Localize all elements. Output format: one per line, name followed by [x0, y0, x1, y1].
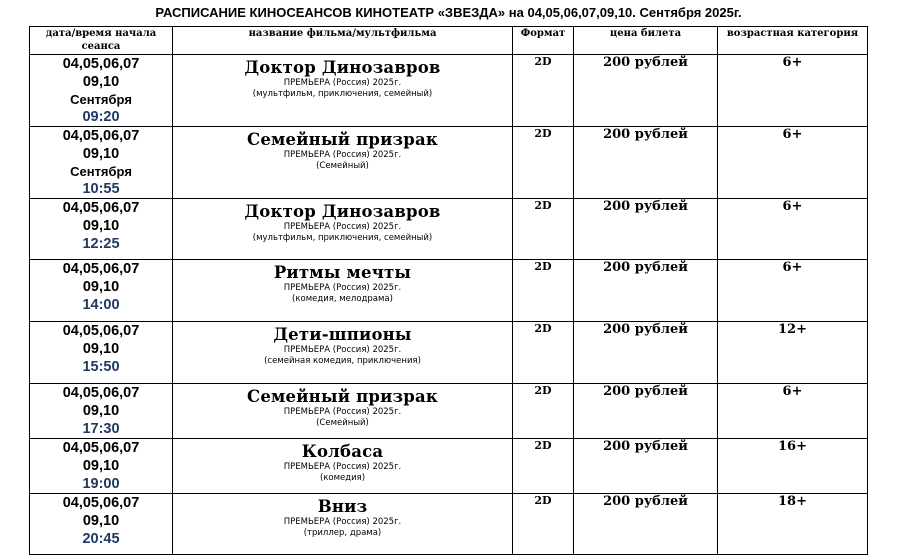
film-cell	[173, 494, 513, 555]
film-cell	[173, 55, 513, 127]
film-genre: (Семейный)	[316, 161, 369, 171]
session-date-cell	[30, 55, 173, 127]
ticket-price: 200 рублей	[574, 384, 718, 439]
session-days-2: 09,10	[82, 403, 120, 419]
session-date-cell	[30, 127, 173, 199]
film-genre: (комедия, мелодрама)	[292, 294, 393, 304]
session-date-cell	[30, 199, 173, 260]
table-row	[30, 127, 868, 199]
ticket-price: 200 рублей	[574, 199, 718, 260]
session-time: 12:25	[82, 236, 120, 252]
film-format: 2D	[513, 260, 574, 322]
ticket-price: 200 рублей	[574, 260, 718, 322]
film-cell	[173, 322, 513, 384]
age-rating: 18+	[718, 494, 868, 555]
film-title: Семейный призрак	[246, 130, 439, 149]
film-genre: (мультфильм, приключения, семейный)	[252, 89, 433, 99]
session-date-cell	[30, 322, 173, 384]
session-days: 04,05,06,07	[62, 128, 140, 144]
table-row	[30, 260, 868, 322]
film-format: 2D	[513, 199, 574, 260]
session-days: 04,05,06,07	[62, 385, 140, 401]
session-date-cell	[30, 494, 173, 555]
film-title: Семейный призрак	[246, 387, 439, 406]
film-title: Вниз	[317, 497, 368, 516]
session-time: 17:30	[82, 421, 120, 437]
table-row	[30, 199, 868, 260]
film-genre: (мультфильм, приключения, семейный)	[252, 233, 433, 243]
session-days-2: 09,10	[82, 341, 120, 357]
session-days: 04,05,06,07	[62, 56, 140, 72]
film-premiere: ПРЕМЬЕРА (Россия) 2025г.	[283, 462, 402, 472]
age-rating: 6+	[718, 260, 868, 322]
film-cell	[173, 439, 513, 494]
table-row	[30, 384, 868, 439]
ticket-price: 200 рублей	[574, 55, 718, 127]
session-days-2: 09,10	[82, 218, 120, 234]
session-days-2: 09,10	[82, 458, 120, 474]
page-title: РАСПИСАНИЕ КИНОСЕАНСОВ КИНОТЕАТР «ЗВЕЗДА» на 04,05,06,07,09,10. Сентября 2025г.	[155, 5, 742, 20]
session-days-2: 09,10	[82, 74, 120, 90]
film-cell	[173, 199, 513, 260]
session-days: 04,05,06,07	[62, 323, 140, 339]
film-genre: (комедия)	[319, 473, 366, 483]
header-price: цена билета	[574, 27, 718, 55]
age-rating: 6+	[718, 55, 868, 127]
header-name: название фильма/мультфильма	[173, 27, 513, 55]
ticket-price: 200 рублей	[574, 127, 718, 199]
table-row	[30, 55, 868, 127]
film-cell	[173, 127, 513, 199]
session-time: 19:00	[82, 476, 120, 492]
film-genre: (Семейный)	[316, 418, 369, 428]
session-month: Сентября	[70, 164, 132, 179]
session-days: 04,05,06,07	[62, 200, 140, 216]
film-premiere: ПРЕМЬЕРА (Россия) 2025г.	[283, 407, 402, 417]
session-time: 14:00	[82, 297, 120, 313]
film-format: 2D	[513, 322, 574, 384]
age-rating: 6+	[718, 199, 868, 260]
age-rating: 6+	[718, 127, 868, 199]
session-date-cell	[30, 384, 173, 439]
session-date-cell	[30, 260, 173, 322]
session-time: 10:55	[82, 181, 120, 197]
ticket-price: 200 рублей	[574, 439, 718, 494]
film-format: 2D	[513, 384, 574, 439]
session-days-2: 09,10	[82, 146, 120, 162]
session-days-2: 09,10	[82, 513, 120, 529]
film-genre: (триллер, драма)	[303, 528, 382, 538]
film-format: 2D	[513, 494, 574, 555]
ticket-price: 200 рублей	[574, 494, 718, 555]
film-format: 2D	[513, 55, 574, 127]
table-row	[30, 439, 868, 494]
film-format: 2D	[513, 127, 574, 199]
session-time: 15:50	[82, 359, 120, 375]
session-time: 20:45	[82, 531, 120, 547]
schedule-table	[29, 26, 868, 555]
film-format: 2D	[513, 439, 574, 494]
film-premiere: ПРЕМЬЕРА (Россия) 2025г.	[283, 283, 402, 293]
age-rating: 6+	[718, 384, 868, 439]
session-time: 09:20	[82, 109, 120, 125]
film-cell	[173, 384, 513, 439]
film-title: Доктор Динозавров	[244, 58, 441, 77]
film-cell	[173, 260, 513, 322]
film-genre: (семейная комедия, приключения)	[264, 356, 421, 366]
ticket-price: 200 рублей	[574, 322, 718, 384]
film-title: Колбаса	[301, 442, 384, 461]
header-date: дата/время начала сеанса	[30, 27, 173, 55]
session-date-cell	[30, 439, 173, 494]
film-premiere: ПРЕМЬЕРА (Россия) 2025г.	[283, 517, 402, 527]
session-days: 04,05,06,07	[62, 440, 140, 456]
age-rating: 12+	[718, 322, 868, 384]
film-premiere: ПРЕМЬЕРА (Россия) 2025г.	[283, 150, 402, 160]
header-age: возрастная категория	[718, 27, 868, 55]
film-title: Дети-шпионы	[273, 325, 412, 344]
table-row	[30, 322, 868, 384]
film-premiere: ПРЕМЬЕРА (Россия) 2025г.	[283, 345, 402, 355]
film-premiere: ПРЕМЬЕРА (Россия) 2025г.	[283, 78, 402, 88]
table-row	[30, 494, 868, 555]
session-days: 04,05,06,07	[62, 495, 140, 511]
film-title: Ритмы мечты	[273, 263, 412, 282]
session-days: 04,05,06,07	[62, 261, 140, 277]
session-month: Сентября	[70, 92, 132, 107]
table-header-row	[30, 27, 868, 55]
session-days-2: 09,10	[82, 279, 120, 295]
header-format: Формат	[513, 27, 574, 55]
film-premiere: ПРЕМЬЕРА (Россия) 2025г.	[283, 222, 402, 232]
film-title: Доктор Динозавров	[244, 202, 441, 221]
age-rating: 16+	[718, 439, 868, 494]
